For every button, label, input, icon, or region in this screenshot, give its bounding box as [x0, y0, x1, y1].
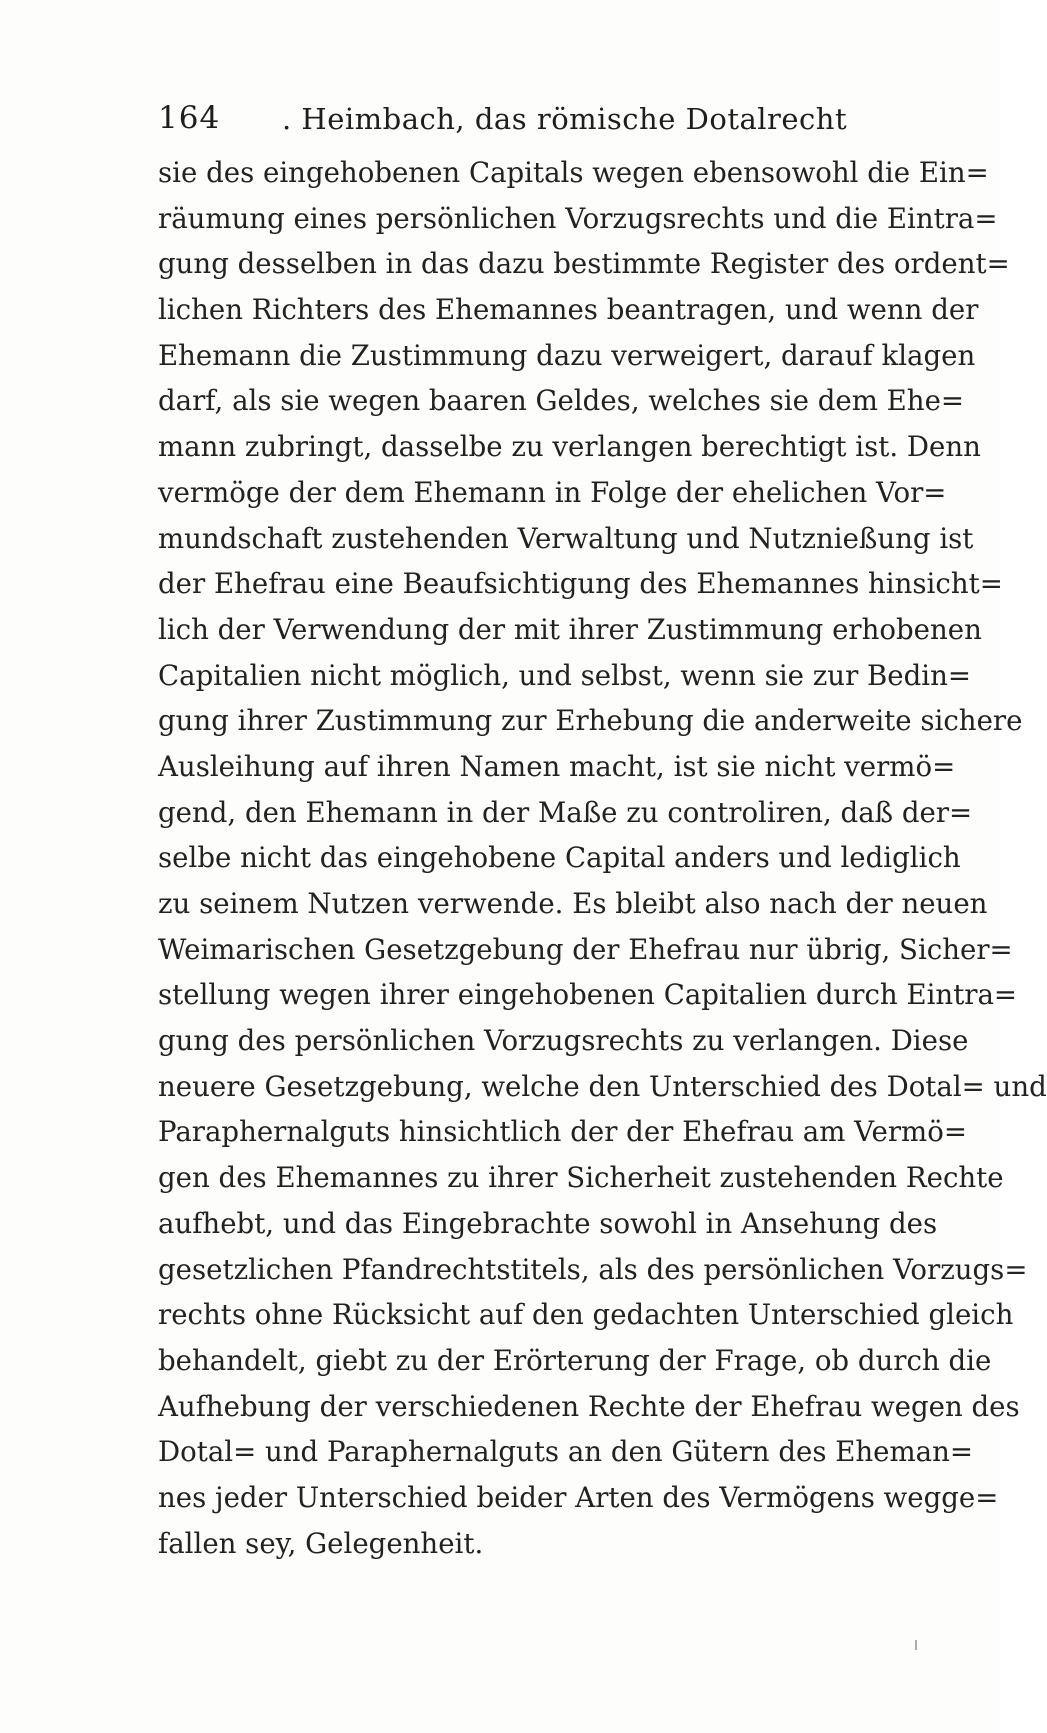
text-line: der Ehefrau eine Beaufsichtigung des Ehemannes hinsicht=	[158, 567, 1003, 601]
text-line: gen des Ehemannes zu ihrer Sicherheit zustehenden Rechte	[158, 1161, 1004, 1195]
text-line: selbe nicht das eingehobene Capital anders und lediglich	[158, 841, 961, 875]
text-line: gend, den Ehemann in der Maße zu controliren, daß der=	[158, 795, 973, 829]
text-line: rechts ohne Rücksicht auf den gedachten Unterschied gleich	[158, 1298, 1014, 1332]
text-line: Weimarischen Gesetzgebung der Ehefrau nur übrig, Sicher=	[158, 932, 1013, 966]
text-line: neuere Gesetzgebung, welche den Unterschied des Dotal= und	[158, 1069, 1047, 1103]
text-line: sie des eingehobenen Capitals wegen ebensowohl die Ein=	[158, 156, 989, 189]
text-line: gesetzlichen Pfandrechtstitels, als des persönlichen Vorzugs=	[158, 1252, 1028, 1286]
running-title: . Heimbach, das römische Dotalrecht	[282, 102, 848, 136]
page-number: 164	[158, 100, 221, 136]
text-line: gung desselben in das dazu bestimmte Register des ordent=	[158, 247, 1010, 281]
text-line: mann zubringt, dasselbe zu verlangen berechtigt ist. Denn	[158, 430, 981, 464]
running-head	[158, 100, 848, 144]
text-line: aufhebt, und das Eingebrachte sowohl in Ansehung des	[158, 1206, 938, 1240]
text-line: Dotal= und Paraphernalguts an den Gütern des Eheman=	[158, 1435, 974, 1469]
text-line: mundschaft zustehenden Verwaltung und Nutznießung ist	[158, 521, 974, 555]
paper-speck	[915, 1640, 917, 1650]
text-line: nes jeder Unterschied beider Arten des Vermögens wegge=	[158, 1480, 999, 1514]
text-line: gung des persönlichen Vorzugsrechts zu verlangen. Diese	[158, 1024, 969, 1058]
text-line: lich der Verwendung der mit ihrer Zustimmung erhobenen	[158, 612, 982, 646]
text-line: räumung eines persönlichen Vorzugsrechts und die Eintra=	[158, 201, 998, 235]
text-line: stellung wegen ihrer eingehobenen Capitalien durch Eintra=	[158, 978, 1018, 1012]
text-line: Aufhebung der verschiedenen Rechte der Ehefrau wegen des	[158, 1389, 1020, 1423]
text-line: behandelt, giebt zu der Erörterung der Frage, ob durch die	[158, 1343, 992, 1377]
text-line-last: fallen sey, Gelegenheit.	[158, 1526, 484, 1560]
body-text	[158, 150, 1047, 1566]
text-line: gung ihrer Zustimmung zur Erhebung die anderweite sichere	[158, 704, 1023, 738]
text-line: Paraphernalguts hinsichtlich der der Ehefrau am Vermö=	[158, 1115, 967, 1149]
text-line: vermöge der dem Ehemann in Folge der ehelichen Vor=	[158, 475, 947, 509]
text-line: darf, als sie wegen baaren Geldes, welches sie dem Ehe=	[158, 384, 965, 418]
text-line: Capitalien nicht möglich, und selbst, wenn sie zur Bedin=	[158, 658, 972, 692]
text-line: Ausleihung auf ihren Namen macht, ist sie nicht vermö=	[158, 749, 956, 783]
text-line: Ehemann die Zustimmung dazu verweigert, darauf klagen	[158, 338, 976, 372]
text-line: lichen Richters des Ehemannes beantragen, und wenn der	[158, 293, 979, 327]
text-line: zu seinem Nutzen verwende. Es bleibt also nach der neuen	[158, 887, 988, 920]
